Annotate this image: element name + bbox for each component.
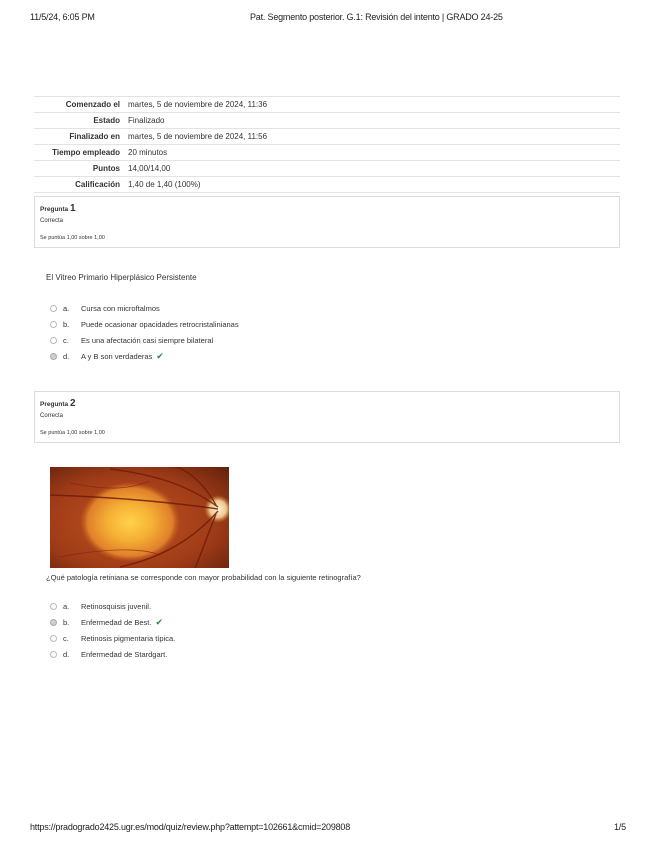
attempt-summary-table [34, 96, 620, 193]
question-number [40, 398, 76, 409]
option-letter: c. [63, 633, 69, 643]
option-text: Puede ocasionar opacidades retrocristalinianas [81, 319, 239, 329]
summary-row [34, 145, 620, 161]
option-letter: d. [63, 351, 70, 361]
option-text: Retinosis pigmentaria típica. [81, 633, 176, 643]
summary-label: Tiempo empleado [34, 145, 128, 161]
summary-value: 20 minutos [128, 145, 620, 161]
summary-label: Calificación [34, 177, 128, 193]
option-1a[interactable] [50, 302, 160, 314]
summary-row [34, 177, 620, 193]
option-text: Retinosquisis juvenil. [81, 601, 152, 611]
summary-label: Estado [34, 113, 128, 129]
option-letter: b. [63, 319, 70, 329]
summary-value: martes, 5 de noviembre de 2024, 11:36 [128, 97, 620, 113]
retinography-image [50, 467, 229, 568]
option-2a[interactable] [50, 600, 151, 612]
option-letter: b. [63, 617, 70, 627]
option-text: A y B son verdaderas [81, 351, 153, 361]
summary-value: 14,00/14,00 [128, 161, 620, 177]
option-text: Cursa con microftalmos [81, 303, 160, 313]
question-1-info [34, 196, 620, 248]
print-page-title: Pat. Segmento posterior. G.1: Revisión del intento | GRADO 24-25 [250, 12, 503, 22]
summary-label: Puntos [34, 161, 128, 177]
option-letter: a. [63, 303, 70, 313]
print-url[interactable]: https://pradogrado2425.ugr.es/mod/quiz/review.php?attempt=102661&cmid=209808 [30, 822, 351, 832]
option-text: Es una afectación casi siempre bilateral [81, 335, 214, 345]
option-1c[interactable] [50, 334, 213, 346]
option-letter: a. [63, 601, 70, 611]
print-page-number: 1/5 [614, 822, 626, 832]
question-prefix: Pregunta [40, 206, 69, 213]
option-text: Enfermedad de Stardgart. [81, 649, 168, 659]
option-1b[interactable] [50, 318, 239, 330]
summary-row [34, 113, 620, 129]
question-state: Correcta [40, 218, 64, 224]
option-text: Enfermedad de Best. [81, 617, 152, 627]
question-number-value: 2 [69, 398, 76, 409]
summary-row [34, 97, 620, 113]
option-letter: d. [63, 649, 70, 659]
question-number [40, 203, 76, 214]
radio-icon[interactable] [50, 337, 57, 344]
question-grade: Se puntúa 1,00 sobre 1,00 [40, 430, 105, 436]
summary-value: martes, 5 de noviembre de 2024, 11:56 [128, 129, 620, 145]
question-grade: Se puntúa 1,00 sobre 1,00 [40, 235, 105, 241]
summary-row [34, 161, 620, 177]
option-1d[interactable] [50, 350, 164, 362]
radio-icon[interactable] [50, 635, 57, 642]
question-2-info [34, 391, 620, 443]
question-prefix: Pregunta [40, 401, 69, 408]
print-datetime: 11/5/24, 6:05 PM [30, 12, 95, 22]
option-letter: c. [63, 335, 69, 345]
option-2b[interactable] [50, 616, 163, 628]
check-icon: ✔ [156, 350, 164, 361]
summary-value: 1,40 de 1,40 (100%) [128, 177, 620, 193]
option-2d[interactable] [50, 648, 167, 660]
radio-icon[interactable] [50, 603, 57, 610]
radio-selected-icon[interactable] [50, 353, 57, 360]
option-2c[interactable] [50, 632, 175, 644]
radio-selected-icon[interactable] [50, 619, 57, 626]
summary-label: Finalizado en [34, 129, 128, 145]
radio-icon[interactable] [50, 305, 57, 312]
summary-row [34, 129, 620, 145]
radio-icon[interactable] [50, 321, 57, 328]
summary-value: Finalizado [128, 113, 620, 129]
question-2-text: ¿Qué patología retiniana se corresponde con mayor probabilidad con la siguiente retinografía? [46, 573, 361, 582]
summary-label: Comenzado el [34, 97, 128, 113]
check-icon: ✔ [155, 616, 164, 627]
question-number-value: 1 [69, 203, 76, 214]
question-state: Correcta [40, 413, 64, 419]
question-1-text: El Vitreo Primario Hiperplásico Persistente [46, 273, 197, 282]
radio-icon[interactable] [50, 651, 57, 658]
